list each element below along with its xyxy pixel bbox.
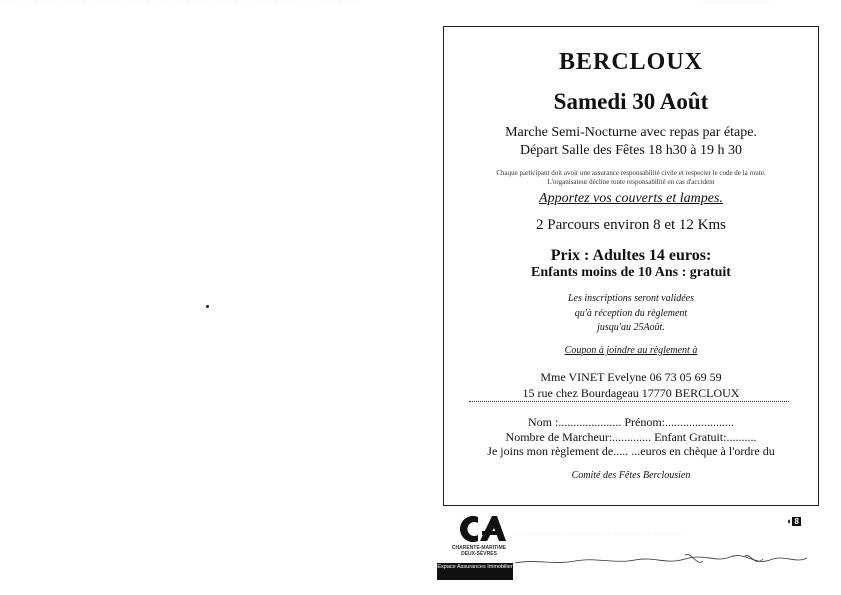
registration-line-1: Les inscriptions seront validées: [567, 293, 694, 304]
event-poster: [443, 26, 819, 506]
form-walkers-field: Nombre de Marcheur:............. Enfant Gratuit:..........: [505, 430, 757, 444]
contact-name-phone: Mme VINET Evelyne 06 73 05 69 59: [540, 370, 722, 384]
badge-number: 8: [794, 517, 799, 526]
logo-box-label: Espace Assurances Immobilier: [437, 563, 513, 580]
routes-info: 2 Parcours environ 8 et 12 Kms: [536, 217, 726, 233]
organizer-committee: Comité des Fêtes Berclousien: [571, 470, 691, 481]
dotted-separator: [469, 401, 789, 402]
form-name-field: Nom :..................... Prénom:.......................: [528, 415, 734, 429]
poster-title: BERCLOUX: [558, 49, 704, 75]
credit-agricole-logo-icon: [452, 513, 508, 545]
coupon-instruction: Coupon à joindre au règlement à: [564, 345, 698, 356]
scan-speck: [206, 305, 209, 308]
scan-noise-top: · · · · · · · · · · · · · · · · · · · · · · · · · · · · · · · · · · · · · · · · · · · · · · · · · · · · · · · · · · · · · · · · · · · · · · · · · ·: [0, 0, 362, 5]
fine-print-insurance: Chaque participant doit avoir une assurance responsabilité civile et respecter le code de la route.: [496, 169, 766, 177]
corner-badge: [787, 516, 801, 526]
price-adults: Prix : Adultes 14 euros:: [550, 247, 712, 264]
registration-line-2: qu'à réception du règlement: [574, 308, 688, 319]
form-payment-field: Je joins mon règlement de..... ...euros en chèque à l'ordre du: [487, 444, 775, 458]
bring-notice: Apportez vos couverts et lampes.: [539, 191, 723, 206]
scan-footer-noise: · · · · · · · · · · · · · · · · · · · · · · · · · · · · · · · · · · · · · · · · · · · · · · · · · · ·: [515, 531, 684, 535]
registration-deadline: jusqu'au 25Août.: [597, 322, 665, 333]
circle-symbol-icon: ◐: [787, 516, 793, 526]
fine-print-liability: L'organisateur décline toute responsabilité en cas d'accident: [547, 178, 715, 186]
event-description: Marche Semi-Nocturne avec repas par étape.: [505, 125, 757, 140]
scan-noise-top-right: · · · · · · · · · · · · · · · · · · · · · · · · · · · · · · ·: [700, 0, 772, 5]
departure-info: Départ Salle des Fêtes 18 h30 à 19 h 30: [519, 143, 742, 158]
poster-date: Samedi 30 Août: [553, 89, 709, 114]
logo-caption: CHARENTE-MARITIME DEUX-SÈVRES: [451, 545, 507, 557]
price-children: Enfants moins de 10 Ans : gratuit: [531, 265, 731, 280]
contact-address: 15 rue chez Bourdageau 17770 BERCLOUX: [522, 386, 740, 400]
handwritten-scribble-icon: [515, 551, 810, 573]
